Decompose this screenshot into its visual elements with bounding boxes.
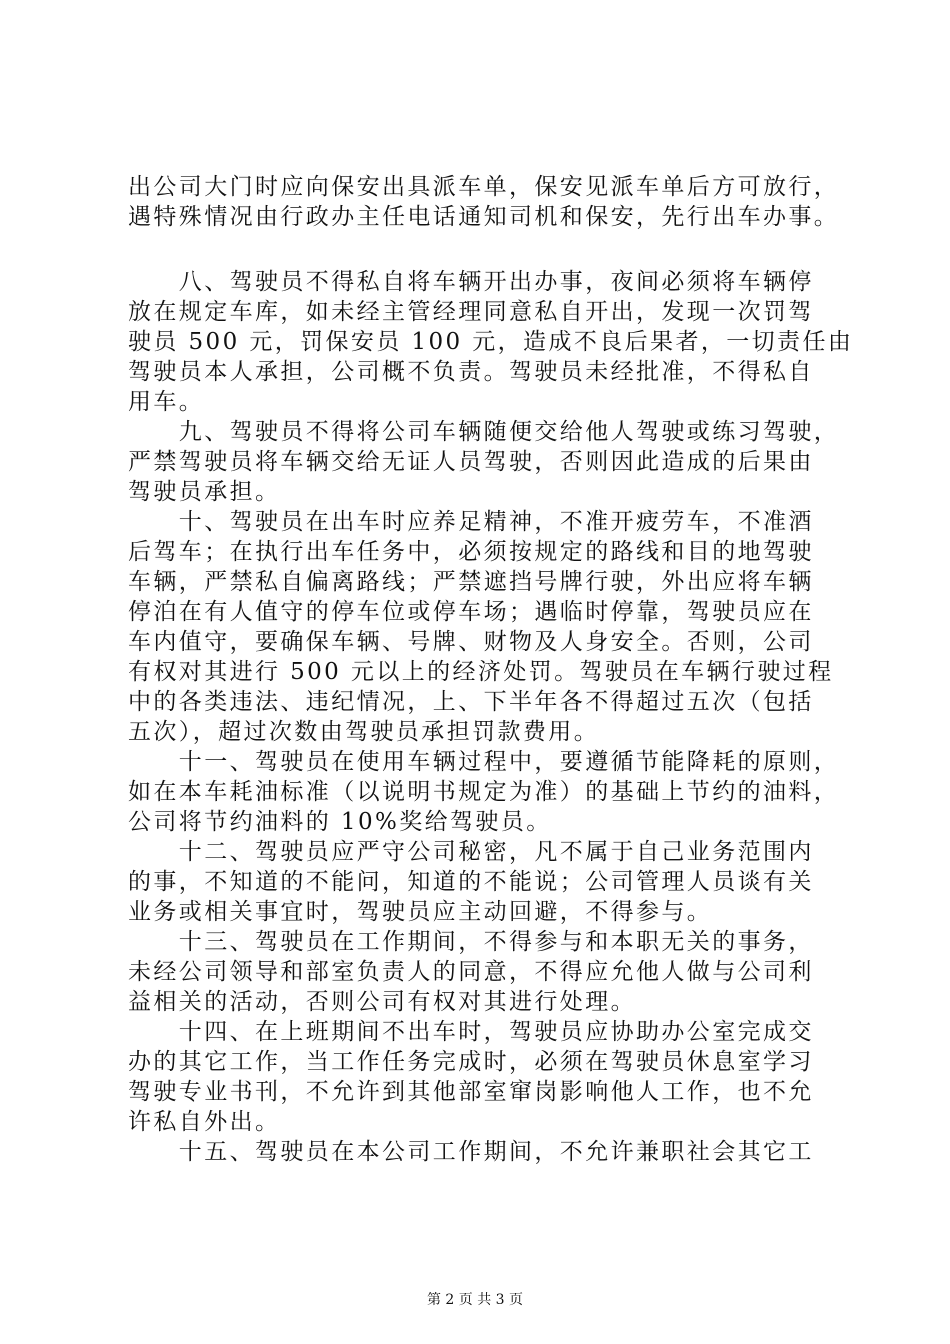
text-line: 有权对其进行 500 元以上的经济处罚。驾驶员在车辆行驶过程 <box>128 659 834 685</box>
text-line: 九、驾驶员不得将公司车辆随便交给他人驾驶或练习驾驶， <box>128 419 840 445</box>
text-line: 后驾车；在执行出车任务中，必须按规定的路线和目的地驾驶 <box>128 539 814 565</box>
text-line: 出公司大门时应向保安出具派车单，保安见派车单后方可放行， <box>128 174 840 200</box>
text-line: 办的其它工作，当工作任务完成时，必须在驾驶员休息室学习 <box>128 1049 814 1075</box>
text-line: 八、驾驶员不得私自将车辆开出办事，夜间必须将车辆停 <box>128 269 814 295</box>
document-body <box>128 172 858 1167</box>
text-line: 遇特殊情况由行政办主任电话通知司机和保安，先行出车办事。 <box>128 204 840 230</box>
text-line: 十四、在上班期间不出车时，驾驶员应协助办公室完成交 <box>128 1019 814 1045</box>
text-line: 如在本车耗油标准（以说明书规定为准）的基础上节约的油料， <box>128 779 840 805</box>
text-line: 的事，不知道的不能问，知道的不能说；公司管理人员谈有关 <box>128 869 814 895</box>
text-line: 许私自外出。 <box>128 1109 281 1135</box>
text-line: 十二、驾驶员应严守公司秘密，凡不属于自己业务范围内 <box>128 839 814 865</box>
page-number-footer: 第 2 页 共 3 页 <box>426 1292 524 1308</box>
text-line: 驾驶员承担。 <box>128 479 281 505</box>
text-line: 驾驶员本人承担，公司概不负责。驾驶员未经批准，不得私自 <box>128 359 814 385</box>
text-line: 五次），超过次数由驾驶员承担罚款费用。 <box>128 719 600 745</box>
text-line: 中的各类违法、违纪情况，上、下半年各不得超过五次（包括 <box>128 689 814 715</box>
text-line: 十三、驾驶员在工作期间，不得参与和本职无关的事务， <box>128 929 814 955</box>
text-line: 车内值守，要确保车辆、号牌、财物及人身安全。否则，公司 <box>128 629 814 655</box>
text-line: 放在规定车库，如未经主管经理同意私自开出，发现一次罚驾 <box>128 299 814 325</box>
text-line: 用车。 <box>128 389 205 415</box>
text-line: 驾驶专业书刊，不允许到其他部室窜岗影响他人工作，也不允 <box>128 1079 814 1105</box>
text-line: 驶员 500 元，罚保安员 100 元，造成不良后果者，一切责任由 <box>128 329 854 355</box>
text-line: 业务或相关事宜时，驾驶员应主动回避，不得参与。 <box>128 899 713 925</box>
paragraph-gap <box>128 232 858 267</box>
text-line: 未经公司领导和部室负责人的同意，不得应允他人做与公司利 <box>128 959 814 985</box>
text-line: 停泊在有人值守的停车位或停车场；遇临时停靠，驾驶员应在 <box>128 599 814 625</box>
text-line: 严禁驾驶员将车辆交给无证人员驾驶，否则因此造成的后果由 <box>128 449 814 475</box>
text-line: 十一、驾驶员在使用车辆过程中，要遵循节能降耗的原则， <box>128 749 840 775</box>
text-line: 十、驾驶员在出车时应养足精神，不准开疲劳车，不准酒 <box>128 509 814 535</box>
text-line: 益相关的活动，否则公司有权对其进行处理。 <box>128 989 636 1015</box>
text-line: 公司将节约油料的 10%奖给驾驶员。 <box>128 809 552 835</box>
text-line: 十五、驾驶员在本公司工作期间，不允许兼职社会其它工 <box>128 1139 814 1165</box>
text-line: 车辆，严禁私自偏离路线；严禁遮挡号牌行驶，外出应将车辆 <box>128 569 814 595</box>
